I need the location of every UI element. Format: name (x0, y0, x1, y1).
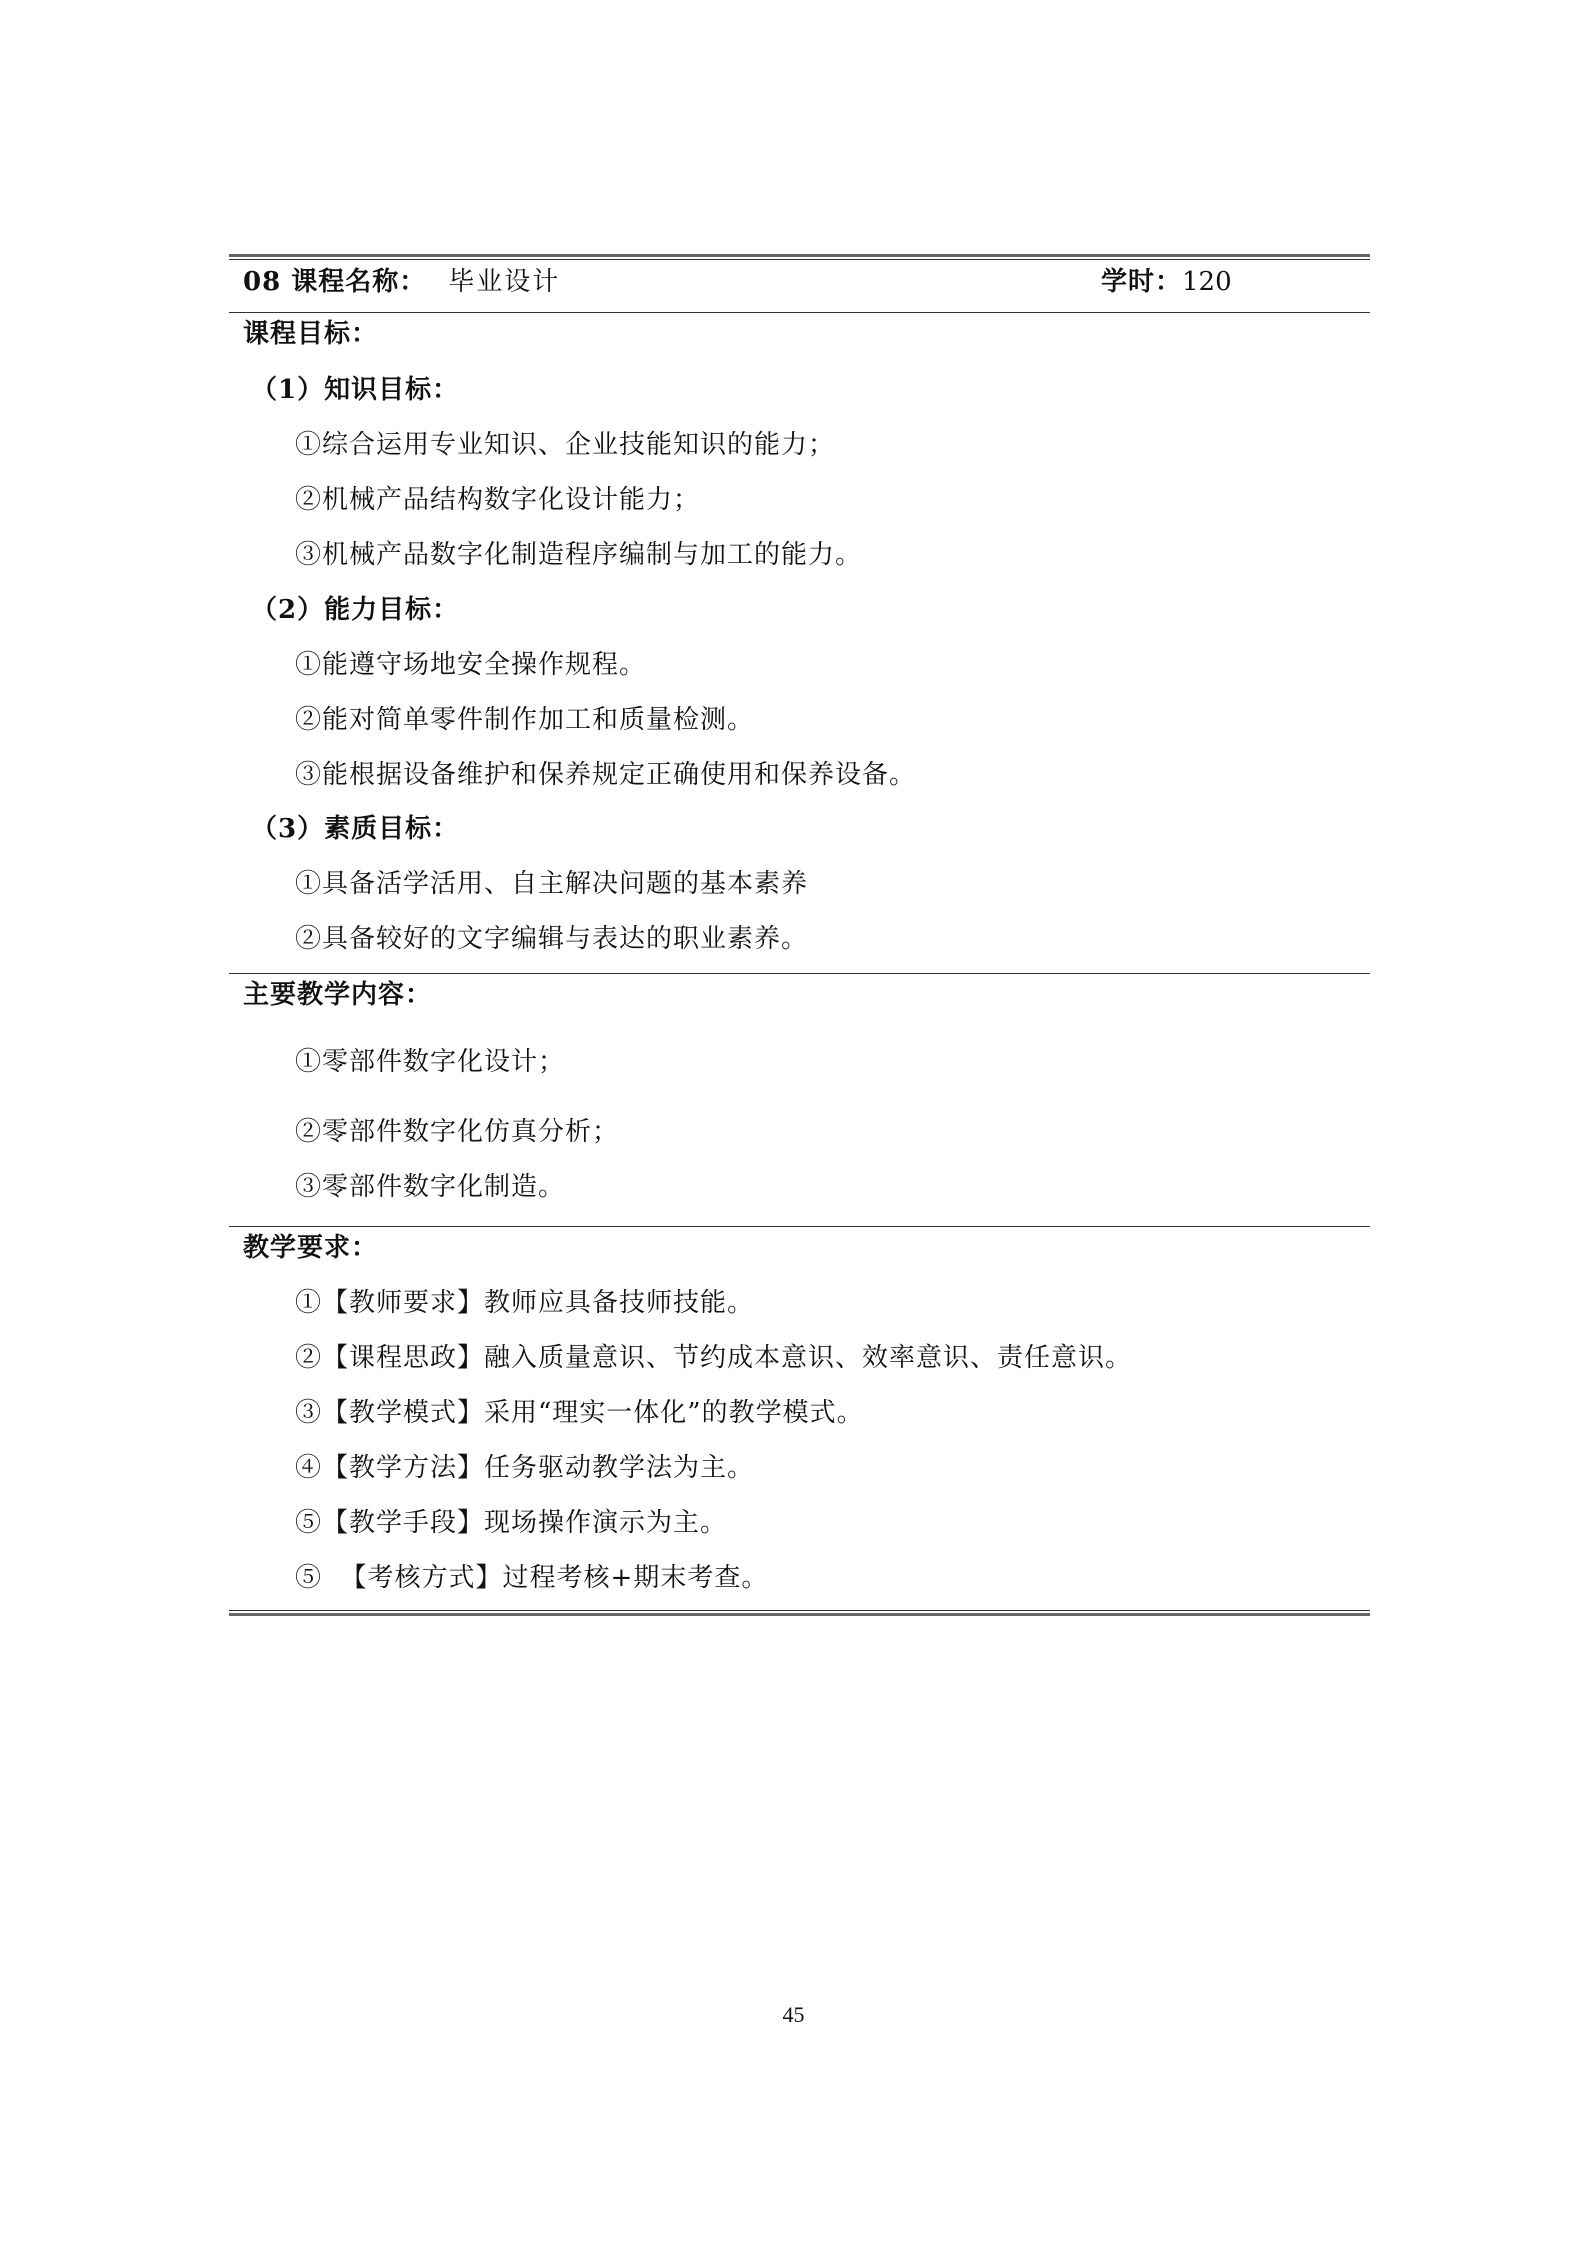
knowledge-item: ②机械产品结构数字化设计能力； (295, 485, 701, 515)
table-bottom-rule (229, 1610, 1370, 1611)
requirement-item: ④【教学方法】任务驱动教学法为主。 (295, 1453, 755, 1483)
course-name-value: 毕业设计 (448, 267, 561, 297)
ability-objectives-title: （2）能力目标： (251, 595, 460, 625)
requirement-item: ②【课程思政】融入质量意识、节约成本意识、效率意识、责任意识。 (295, 1343, 1133, 1373)
objectives-divider (229, 973, 1370, 974)
page-number: 45 (782, 2002, 805, 2027)
requirement-item: ③【教学模式】采用“理实一体化”的教学模式。 (295, 1398, 864, 1428)
content-item: ②零部件数字化仿真分析； (295, 1117, 620, 1147)
objectives-title: 课程目标： (243, 319, 379, 349)
content-title: 主要教学内容： (243, 980, 433, 1010)
quality-objectives-title: （3）素质目标： (251, 814, 460, 844)
course-hours-value: 120 (1182, 267, 1232, 297)
header-divider (229, 312, 1370, 313)
content-item: ①零部件数字化设计； (295, 1047, 566, 1077)
table-top-rule (229, 254, 1370, 257)
requirement-item: ⑤ 【考核方式】过程考核+期末考查。 (295, 1563, 769, 1593)
course-name-label: 08 课程名称： (243, 267, 427, 297)
course-hours-cell (1101, 260, 1232, 304)
requirement-item: ⑤【教学手段】现场操作演示为主。 (295, 1508, 728, 1538)
knowledge-objectives-title: （1）知识目标： (251, 375, 460, 405)
course-header-row (243, 260, 1370, 304)
ability-item: ①能遵守场地安全操作规程。 (295, 650, 647, 680)
content-divider (229, 1226, 1370, 1227)
knowledge-item: ①综合运用专业知识、企业技能知识的能力； (295, 430, 836, 460)
ability-item: ②能对简单零件制作加工和质量检测。 (295, 705, 755, 735)
requirement-item: ①【教师要求】教师应具备技师技能。 (295, 1288, 755, 1318)
quality-item: ②具备较好的文字编辑与表达的职业素养。 (295, 924, 809, 954)
requirements-title: 教学要求： (243, 1233, 379, 1263)
course-hours-label: 学时： (1101, 267, 1183, 297)
course-name-cell (243, 260, 560, 304)
quality-item: ①具备活学活用、自主解决问题的基本素养 (295, 869, 809, 899)
ability-item: ③能根据设备维护和保养规定正确使用和保养设备。 (295, 760, 917, 790)
knowledge-item: ③机械产品数字化制造程序编制与加工的能力。 (295, 540, 863, 570)
content-item: ③零部件数字化制造。 (295, 1172, 566, 1202)
